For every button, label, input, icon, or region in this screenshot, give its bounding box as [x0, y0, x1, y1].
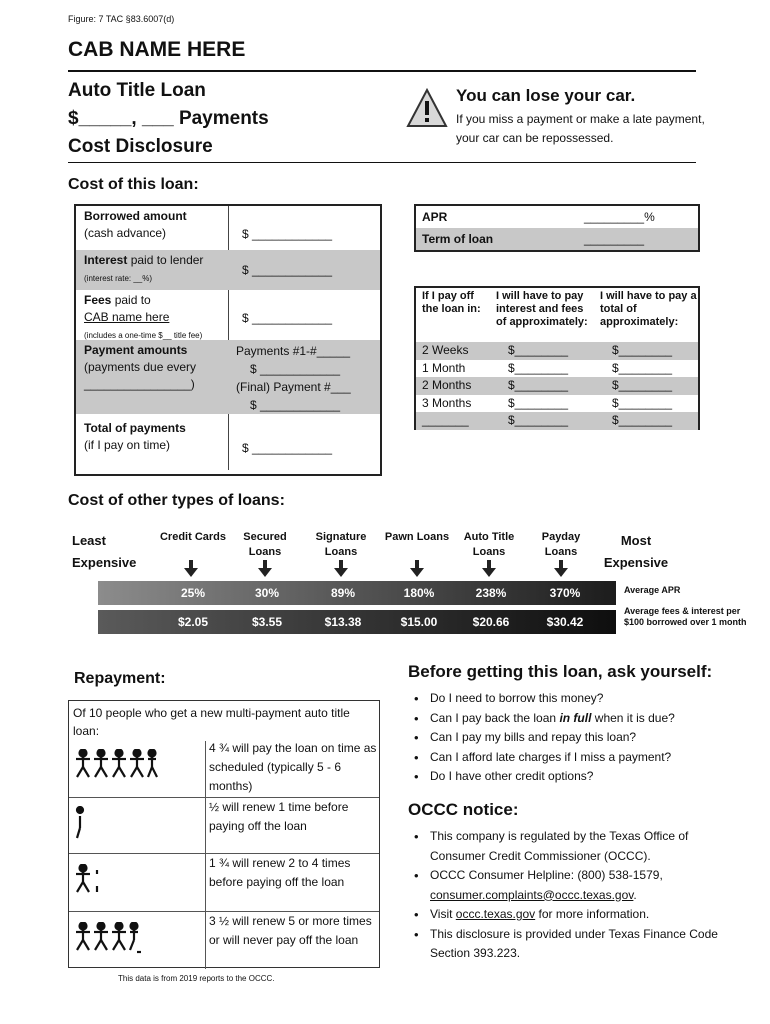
apr-secured: 30% [254, 586, 280, 600]
list-item: • Do I need to borrow this money? [408, 689, 738, 709]
apr-label: APR [422, 210, 448, 224]
payment-frequency-label: (payments due every [84, 360, 197, 374]
loan-type-secured: Secured Loans [243, 531, 287, 558]
occc-heading: OCCC notice: [408, 800, 519, 819]
loan-type-signature: Signature Loans [315, 531, 367, 558]
list-item: • Can I pay my bills and repay this loan? [408, 728, 738, 748]
repayment-on-time: 4 ¾ will pay the loan on time as scheduled (typically 5 - 6 months) [209, 741, 377, 793]
fee-payday: $30.42 [546, 615, 584, 629]
ask-yourself-heading: Before getting this loan, ask yourself: [408, 662, 713, 681]
arrow-down-icon [554, 560, 568, 577]
apr-value: _________% [584, 210, 655, 224]
people-icon [75, 922, 145, 956]
list-item: • Can I afford late charges if I miss a payment? [408, 748, 738, 768]
payoff-header-col3: I will have to pay a total of approximately: [600, 290, 697, 328]
title-line-3: Cost Disclosure [68, 136, 213, 157]
loan-type-auto-title: Auto Title Loans [463, 531, 515, 558]
payoff-row: 2 Weeks $________ $________ [416, 342, 698, 360]
payoff-row: 3 Months $________ $________ [422, 395, 673, 410]
arrow-down-icon [334, 560, 348, 577]
least-expensive-label: Least Expensive [72, 533, 137, 570]
total-payments-value: $ ____________ [242, 441, 333, 455]
repayment-row [69, 739, 379, 799]
payoff-header-col2: I will have to pay interest and fees of approximately: [496, 290, 588, 328]
fees-bar [98, 610, 616, 634]
payoff-row: _______ $________ $________ [416, 412, 698, 430]
cost-of-loan-table [74, 204, 382, 476]
arrow-down-icon [184, 560, 198, 577]
arrow-down-icon [258, 560, 272, 577]
fee-auto-title: $20.66 [472, 615, 510, 629]
payment-amounts-label: Payment amounts [84, 343, 188, 357]
fees-row [76, 290, 380, 340]
fees-label: Fees [84, 293, 112, 307]
payoff-cost-table [414, 286, 700, 430]
fee-pawn: $15.00 [400, 615, 438, 629]
payoff-row: 2 Months $________ $________ [416, 377, 698, 395]
header-rule [68, 70, 696, 72]
fee-signature: $13.38 [324, 615, 362, 629]
apr-pawn: 180% [403, 586, 435, 600]
fees-value: $ ____________ [242, 311, 333, 325]
apr-row [416, 206, 698, 228]
repayment-intro: Of 10 people who get a new multi-payment auto title loan: [73, 706, 350, 738]
warning-title: You can lose your car. [456, 86, 636, 105]
payoff-header-col1: If I pay off the loan in: [422, 290, 481, 315]
header-bottom-rule [68, 162, 696, 163]
term-value: _________ [584, 232, 645, 246]
apr-payday: 370% [549, 586, 581, 600]
term-label: Term of loan [422, 232, 494, 246]
most-expensive-label: Most Expensive [603, 533, 669, 570]
cab-name-link: CAB name here [84, 310, 170, 324]
title-fee-note: (includes a one-time $__ title fee) [84, 331, 203, 340]
repayment-row [69, 853, 379, 911]
list-item: • This disclosure is provided under Texas Finance Code Section 393.223. [408, 925, 724, 964]
arrow-down-icon [482, 560, 496, 577]
person-three-quarter-icon [75, 864, 105, 896]
arrow-down-icon [410, 560, 424, 577]
repayment-heading: Repayment: [74, 670, 166, 687]
final-payment-value: $ ____________ [250, 398, 341, 412]
fee-credit-cards: $2.05 [177, 615, 209, 629]
apr-credit-cards: 25% [180, 586, 206, 600]
ask-yourself-list [408, 689, 738, 787]
total-payments-row [76, 414, 380, 474]
data-source-note: This data is from 2019 reports to the OCCC. [118, 974, 275, 983]
other-loans-heading: Cost of other types of loans: [68, 492, 285, 509]
title-line-2: $_____, ___ Payments [68, 108, 269, 129]
total-payments-sub: (if I pay on time) [84, 438, 171, 452]
loan-type-arrows [98, 560, 618, 580]
borrowed-amount-row [76, 206, 380, 250]
payments-range: Payments #1-#_____ [236, 344, 351, 358]
title-line-1: Auto Title Loan [68, 80, 206, 101]
fee-secured: $3.55 [251, 615, 283, 629]
list-item: • Can I pay back the loan in full when it is due? [408, 709, 738, 729]
payments-range-value: $ ____________ [250, 362, 341, 376]
term-row [416, 228, 698, 250]
borrowed-amount-label: Borrowed amount [84, 209, 187, 223]
payoff-row: 1 Month $________ $________ [422, 360, 673, 375]
final-payment: (Final) Payment #___ [236, 380, 351, 394]
warning-text: If you miss a payment or make a late payment, your car can be repossessed. [456, 112, 705, 145]
repayment-renew-5-plus: 3 ½ will renew 5 or more times or will never pay off the loan [209, 914, 372, 947]
total-payments-label: Total of payments [84, 421, 186, 435]
payment-amounts-row [76, 340, 380, 414]
apr-bar [98, 581, 616, 605]
list-item: • Visit occc.texas.gov for more information. [408, 905, 724, 925]
repayment-table [68, 700, 380, 968]
figure-label: Figure: 7 TAC §83.6007(d) [68, 14, 175, 24]
list-item: • This company is regulated by the Texas Office of Consumer Credit Commissioner (OCCC). [408, 827, 724, 866]
interest-row [76, 250, 380, 290]
repayment-row [69, 797, 379, 853]
fees-label-rest: paid to [111, 293, 151, 307]
interest-label-rest: paid to lender [127, 253, 204, 267]
apr-term-table [414, 204, 700, 252]
people-icon [75, 749, 163, 779]
loan-type-credit-cards: Credit Cards [159, 531, 227, 543]
warning-icon [406, 88, 448, 133]
cost-of-loan-heading: Cost of this loan: [68, 176, 199, 193]
borrowed-amount-sub: (cash advance) [84, 226, 167, 240]
repayment-row [69, 911, 379, 969]
occc-email-link[interactable]: consumer.complaints@occc.texas.gov [430, 887, 634, 902]
apr-auto-title: 238% [475, 586, 507, 600]
apr-signature: 89% [330, 586, 356, 600]
occc-website-link[interactable]: occc.texas.gov [455, 907, 536, 921]
person-half-icon [75, 806, 95, 840]
repayment-renew-once: ½ will renew 1 time before paying off the loan [209, 800, 349, 833]
occc-list [408, 827, 724, 964]
average-apr-note: Average APR [624, 585, 681, 595]
borrowed-amount-value: $ ____________ [242, 227, 333, 241]
loan-type-payday: Payday Loans [541, 531, 581, 558]
repayment-renew-2-4: 1 ¾ will renew 2 to 4 times before paying off the loan [209, 856, 351, 889]
loan-type-pawn: Pawn Loans [384, 531, 450, 543]
payment-frequency-blank: ________________) [84, 377, 195, 391]
cab-name: CAB NAME HERE [68, 38, 246, 61]
average-fee-note: Average fees & interest per $100 borrowed over 1 month [624, 606, 747, 627]
interest-value: $ ____________ [242, 263, 333, 277]
interest-label: Interest [84, 253, 128, 267]
interest-rate-note: (interest rate: __%) [84, 274, 153, 283]
list-item: • OCCC Consumer Helpline: (800) 538-1579, consumer.complaints@occc.texas.gov. [408, 866, 724, 905]
list-item: • Do I have other credit options? [408, 767, 738, 787]
